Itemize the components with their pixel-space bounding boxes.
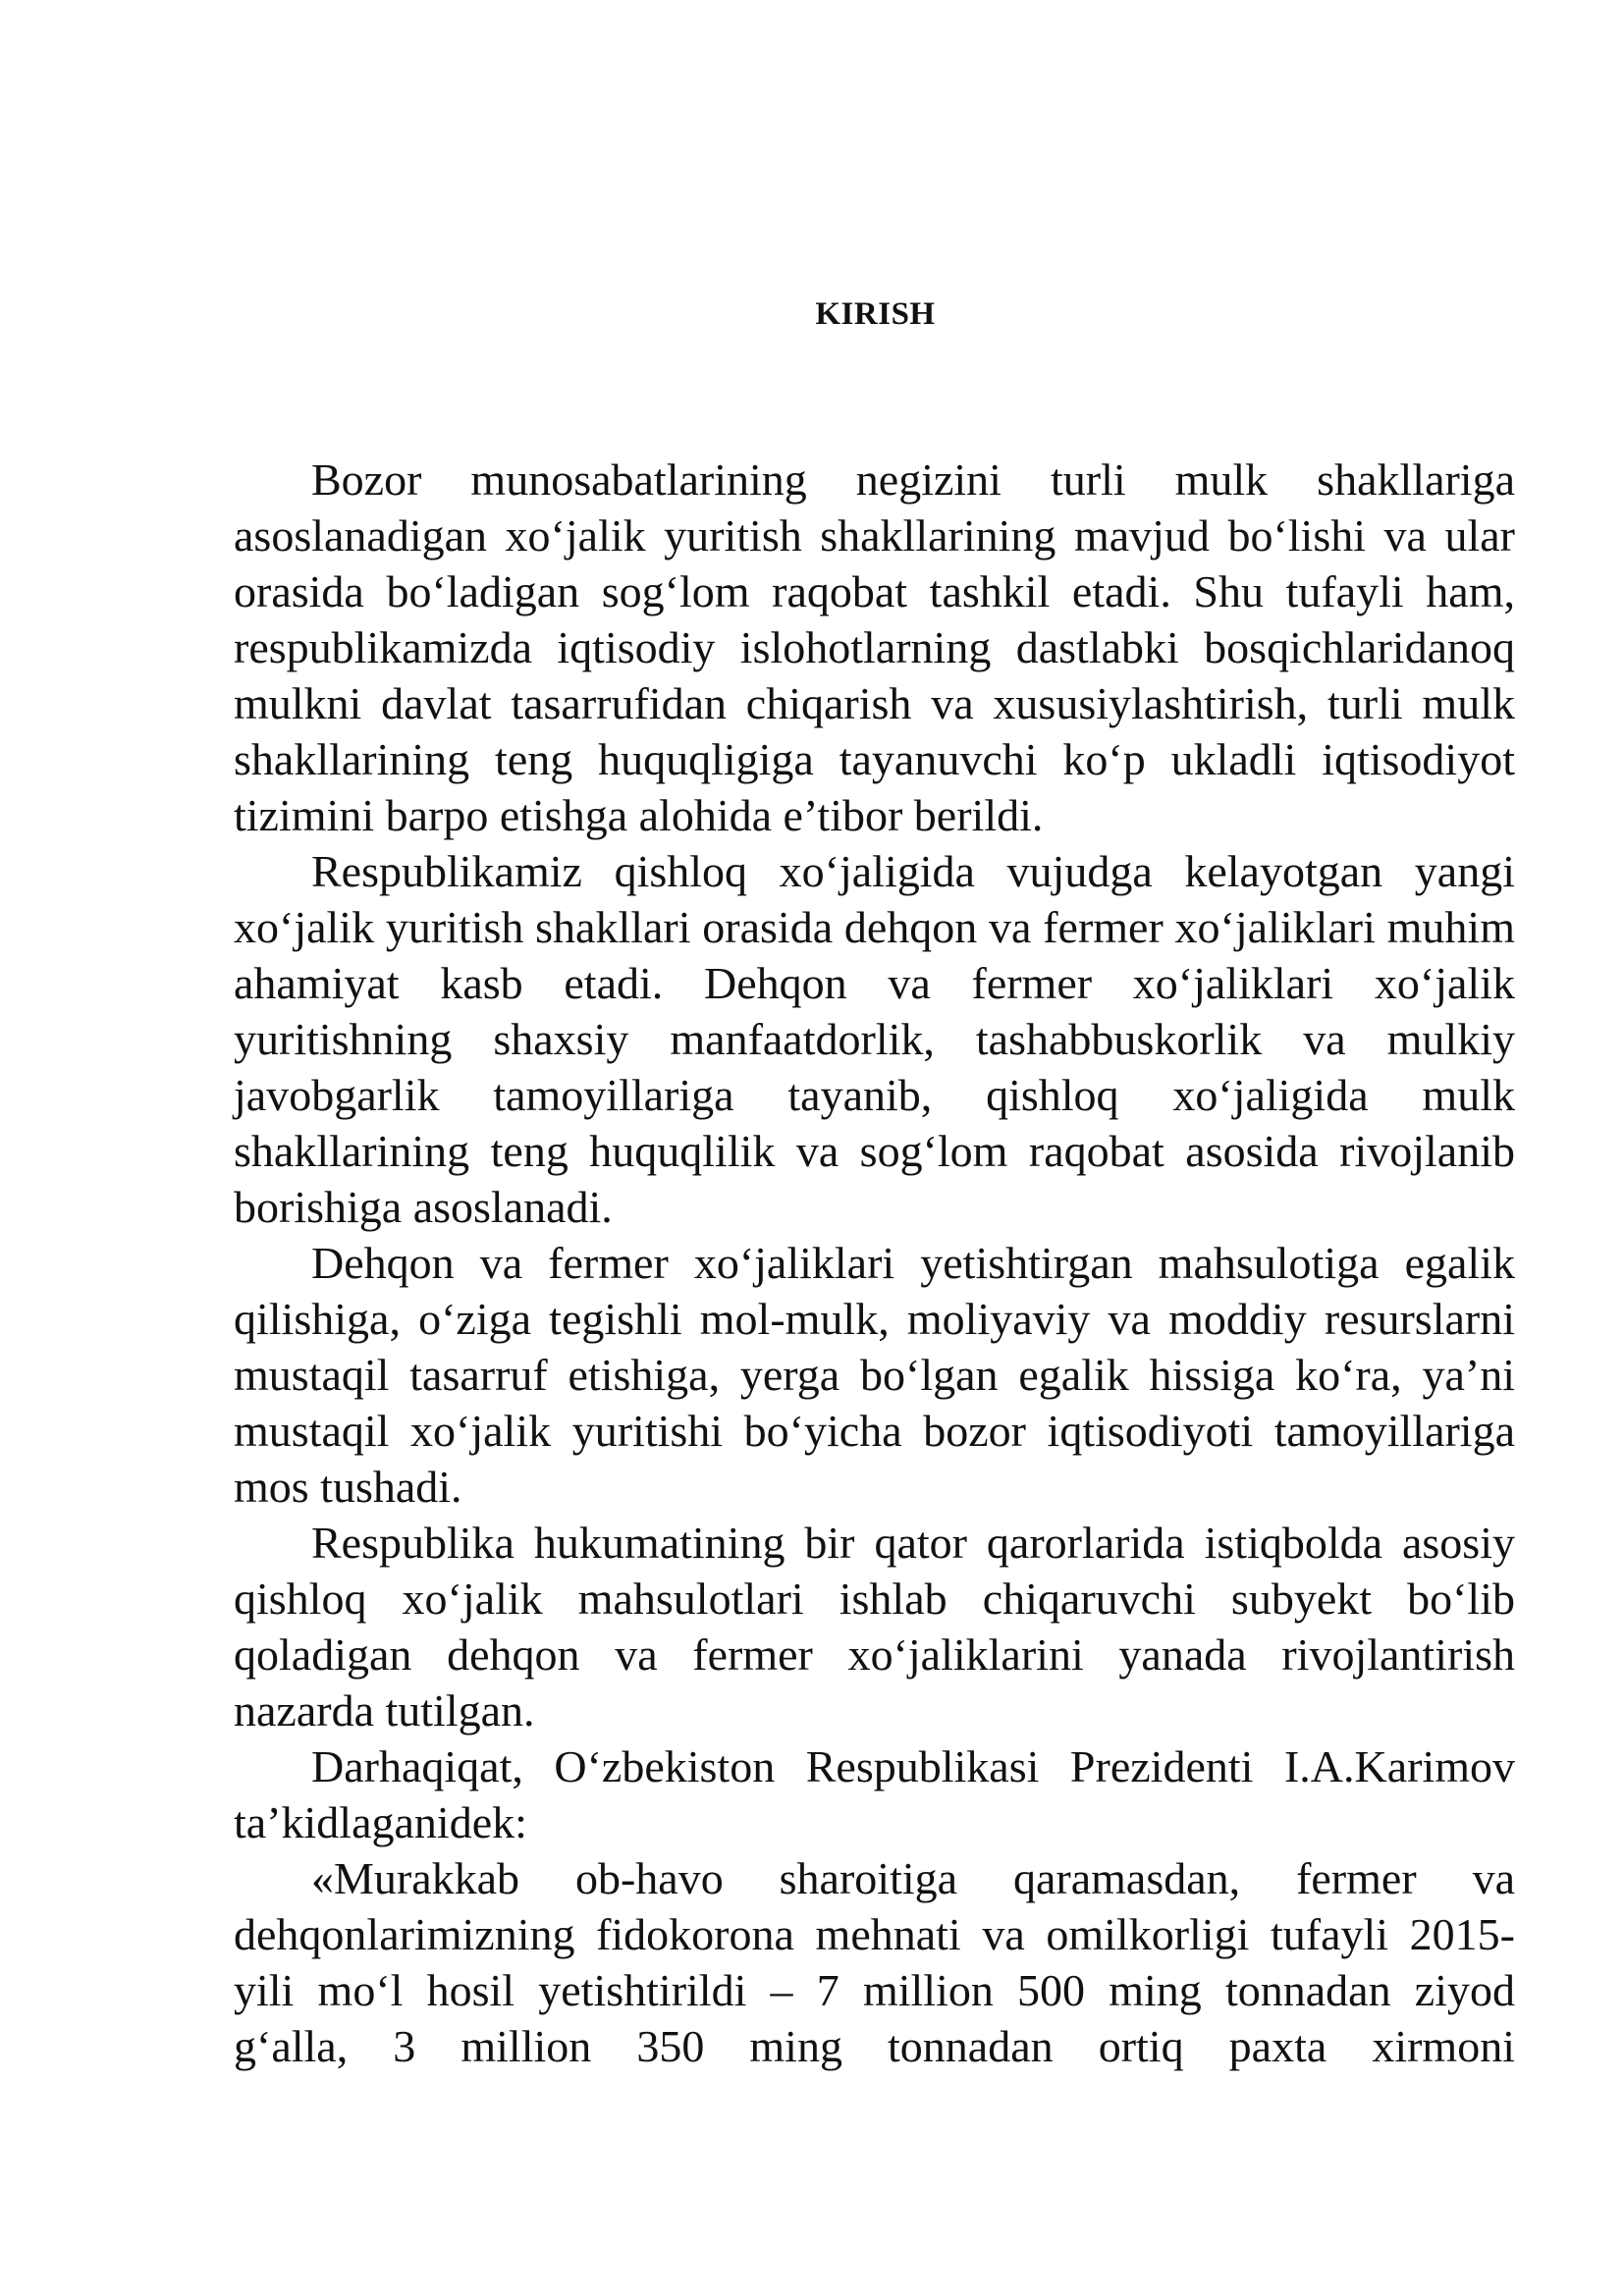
paragraph-4: Respublika hukumatining bir qator qarorlarida istiqbolda asosiy qishloq xo‘jalik mahsulotlari ishlab chiqaruvchi subyekt bo‘lib qoladigan dehqon va fermer xo‘jaliklarini yanada rivojlantirish nazarda tutilgan. [234, 1518, 1515, 1735]
paragraph-5: Darhaqiqat, O‘zbekiston Respublikasi Prezidenti I.A.Karimov ta’kidlaganidek: [234, 1741, 1515, 1847]
paragraph-3: Dehqon va fermer xo‘jaliklari yetishtirgan mahsulotiga egalik qilishiga, o‘ziga tegishli mol-mulk, moliyaviy va moddiy resurslarni mustaqil tasarruf etishiga, yerga bo‘lgan egalik hissiga ko‘ra, ya’ni mustaqil xo‘jalik yuritishi bo‘yicha bozor iqtisodiyoti tamoyillariga mos tushadi. [234, 1238, 1515, 1512]
paragraph-2: Respublikamiz qishloq xo‘jaligida vujudga kelayotgan yangi xo‘jalik yuritish shakllari orasida dehqon va fermer xo‘jaliklari muhim ahamiyat kasb etadi. Dehqon va fermer xo‘jaliklari xo‘jalik yuritishning shaxsiy manfaatdorlik, tashabbuskorlik va mulkiy javobgarlik tamoyillariga tayanib, qishloq xo‘jaligida mulk shakllarining teng huquqlilik va sog‘lom raqobat asosida rivojlanib borishiga asoslanadi. [234, 846, 1515, 1232]
paragraph-6: «Murakkab ob-havo sharoitiga qaramasdan, fermer va dehqonlarimizning fidokorona mehnati va omilkorligi tufayli 2015-yili mo‘l hosil yetishtirildi – 7 million 500 ming tonnadan ziyod g‘alla, 3 million 350 ming tonnadan ortiq paxta xirmoni [234, 1853, 1515, 2071]
body-text [234, 452, 1515, 2074]
section-heading: KIRISH [815, 296, 936, 332]
paragraph-1: Bozor munosabatlarining negizini turli mulk shakllariga asoslanadigan xo‘jalik yuritish shakllarining mavjud bo‘lishi va ular orasida bo‘ladigan sog‘lom raqobat tashkil etadi. Shu tufayli ham, respublikamizda iqtisodiy islohotlarning dastlabki bosqichlaridanoq mulkni davlat tasarrufidan chiqarish va xususiylashtirish, turli mulk shakllarining teng huquqligiga tayanuvchi ko‘p ukladli iqtisodiyot tizimini barpo etishga alohida e’tibor berildi. [234, 454, 1515, 840]
